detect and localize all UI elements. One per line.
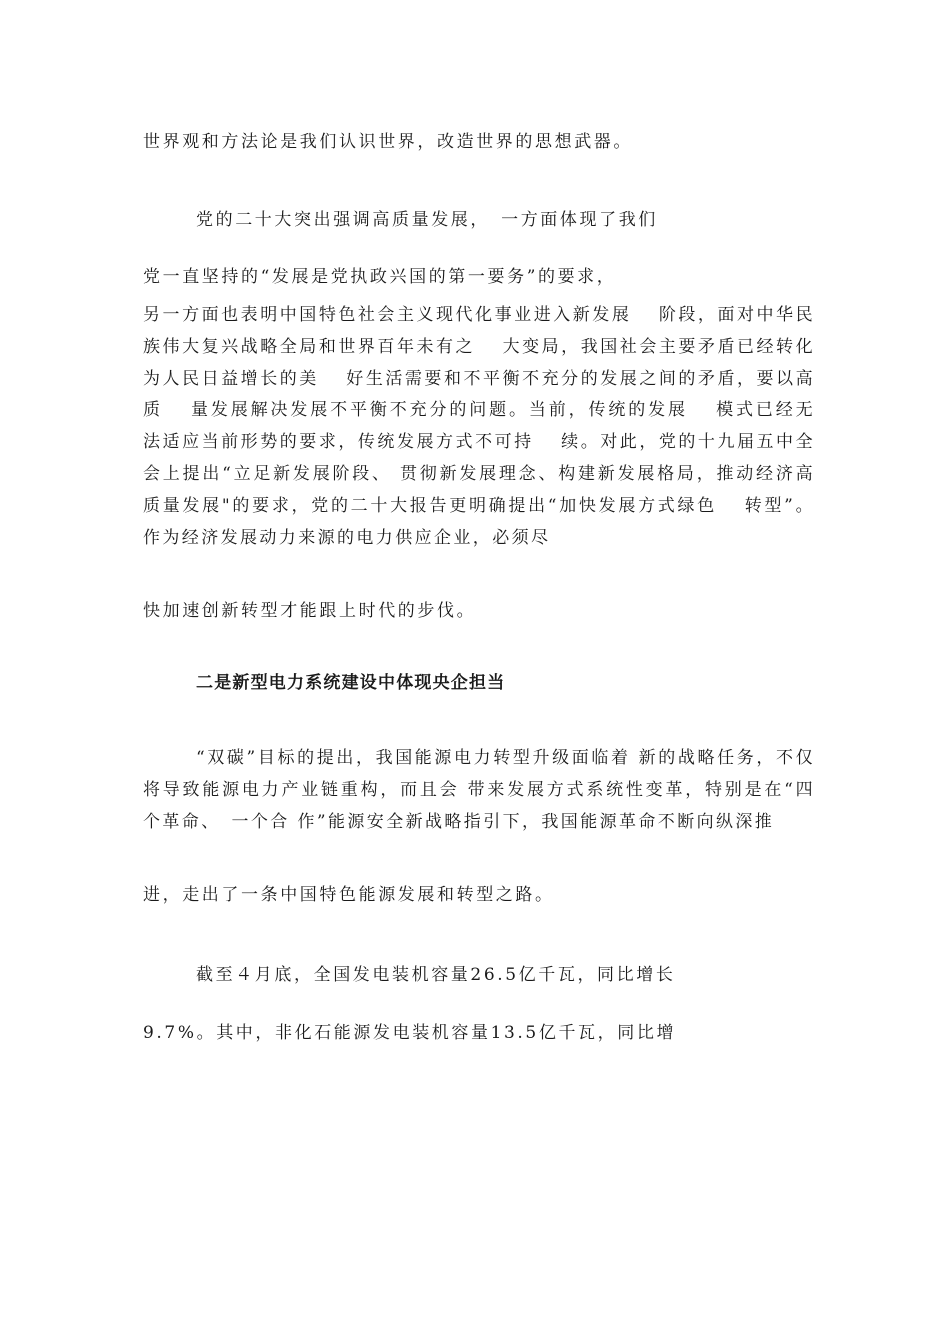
paragraph-body: “双碳”目标的提出，我国能源电力转型升级面临着 新的战略任务，不仅将导致能源电力产业链重构，而且会 带来发展方式系统性变革，特别是在“四个革命、 一个合 作”能源安全新战略指引下，我国能源革命不断向纵深推 (143, 748, 815, 832)
section-heading: 二是新型电力系统建设中体现央企担当 (196, 673, 506, 693)
paragraph-line: 截至４月底，全国发电装机容量26.5亿千瓦，同比增长 (196, 965, 676, 985)
paragraph-line: 快加速创新转型才能跟上时代的步伐。 (143, 601, 477, 621)
paragraph-line: 进，走出了一条中国特色能源发展和转型之路。 (143, 885, 555, 905)
paragraph-line: 党的二十大突出强调高质量发展， 一方面体现了我们 (196, 210, 658, 230)
paragraph-line: 党一直坚持的“发展是党执政兴国的第一要务”的要求， (143, 267, 617, 287)
paragraph-line: 世界观和方法论是我们认识世界，改造世界的思想武器。 (143, 132, 633, 152)
paragraph-body: 另一方面也表明中国特色社会主义现代化事业进入新发展 阶段，面对中华民族伟大复兴战略全局和世界百年未有之 大变局，我国社会主要矛盾已经转化为人民日益增长的美 好生活需要和不平衡不充分的发展之间的矛盾，要以高质 量发展解决发展不平衡不充分的问题。当前，传统的发展 模式已经无法适应当前形势的要求，传统发展方式不可持 续。对此，党的十九届五中全会上提出“立足新发展阶段、 贯彻新发展理念、构建新发展格局，推动经济高质量发展"的要求，党的二十大报告更明确提出“加快发展方式绿色 转型”。作为经济发展动力来源的电力供应企业，必须尽 (143, 305, 815, 548)
paragraph-line: 9.7%。其中，非化石能源发电装机容量13.5亿千瓦，同比增 (143, 1023, 677, 1043)
